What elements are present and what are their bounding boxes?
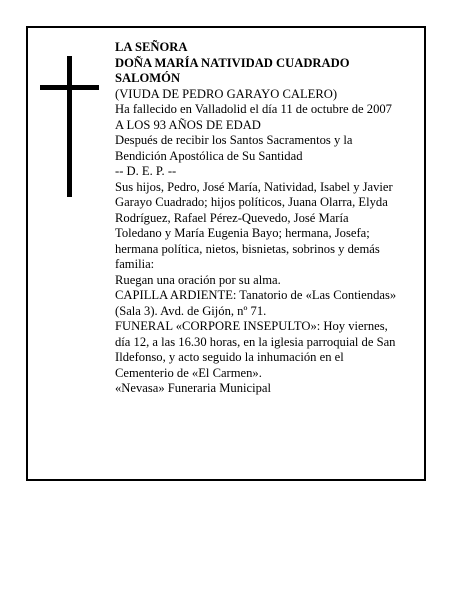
- funeral-line-2: día 12, a las 16.30 horas, en la iglesia parroquial de San: [115, 334, 396, 349]
- cross-icon-horizontal: [40, 85, 99, 90]
- obituary-notice: [26, 26, 426, 481]
- obituary-text: [115, 40, 425, 397]
- chapel-line-2: (Sala 3). Avd. de Gijón, nº 71.: [115, 303, 267, 318]
- family-line-2: Garayo Cuadrado; hijos políticos, Juana Olarra, Elyda: [115, 195, 388, 209]
- funeral-line-3: Ildefonso, y acto seguido la inhumación en el: [115, 350, 344, 364]
- rip-line: -- D. E. P. --: [115, 164, 177, 178]
- age-line: A LOS 93 AÑOS DE EDAD: [115, 117, 261, 132]
- widow-line: (VIUDA DE PEDRO GARAYO CALERO): [115, 86, 338, 101]
- funeral-line-4: Cementerio de «El Carmen».: [115, 365, 262, 380]
- funeral-home-line: «Nevasa» Funeraria Municipal: [115, 381, 271, 395]
- family-line-1: Sus hijos, Pedro, José María, Natividad, Isabel y Javier: [115, 179, 393, 194]
- title-line-3: SALOMÓN: [115, 71, 181, 85]
- funeral-line-1: FUNERAL «CORPORE INSEPULTO»: Hoy viernes,: [115, 319, 388, 333]
- family-line-3: Rodríguez, Rafael Pérez-Quevedo, José María: [115, 210, 349, 225]
- cross-icon-vertical: [67, 56, 72, 197]
- sacraments-line-2: Bendición Apostólica de Su Santidad: [115, 148, 303, 163]
- sacraments-line-1: Después de recibir los Santos Sacramentos y la: [115, 133, 353, 147]
- family-line-5: hermana política, nietos, bisnietas, sobrinos y demás: [115, 241, 380, 256]
- family-line-6: familia:: [115, 257, 155, 271]
- title-line-1: LA SEÑORA: [115, 40, 188, 54]
- chapel-line-1: CAPILLA ARDIENTE: Tanatorio de «Las Contiendas»: [115, 288, 397, 302]
- family-line-4: Toledano y María Eugenia Bayo; hermana, Josefa;: [115, 226, 370, 240]
- prayer-line: Ruegan una oración por su alma.: [115, 272, 281, 287]
- title-line-2: DOÑA MARÍA NATIVIDAD CUADRADO: [115, 55, 350, 70]
- death-line: Ha fallecido en Valladolid el día 11 de octubre de 2007: [115, 102, 392, 116]
